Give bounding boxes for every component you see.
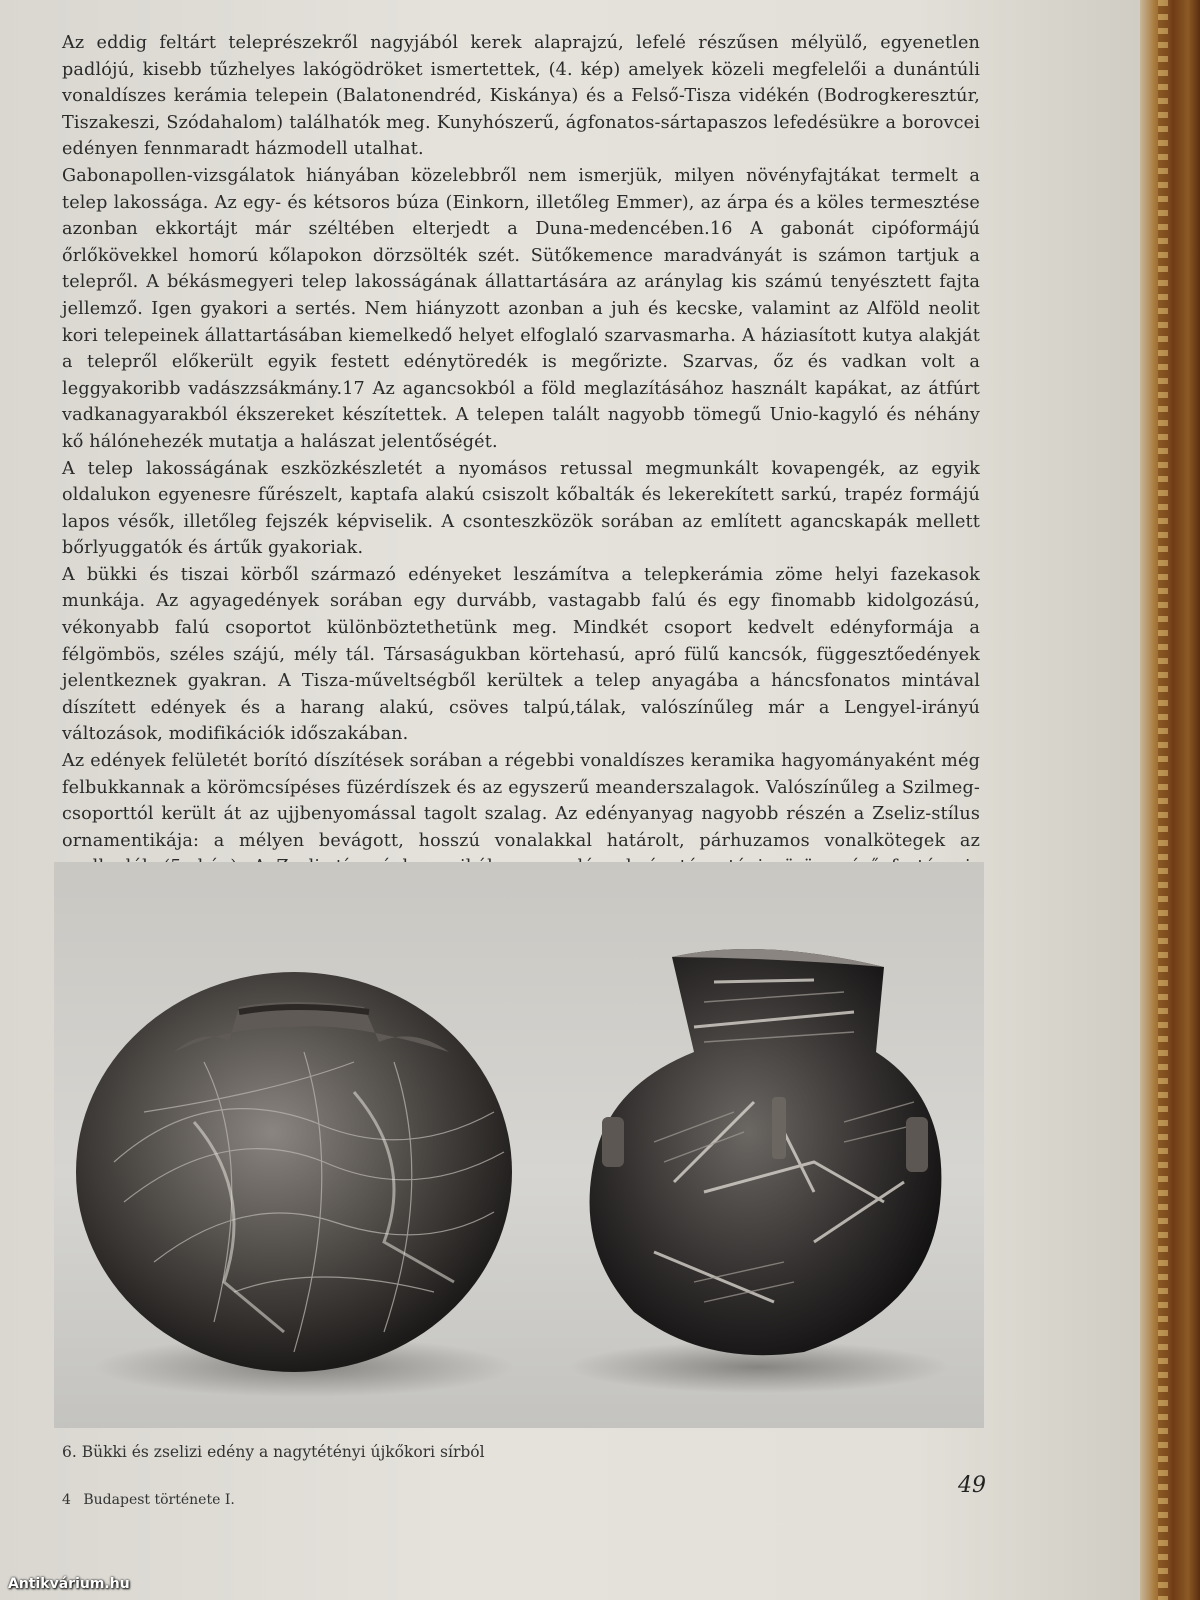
body-text: [62, 30, 980, 908]
figure-photo: [54, 862, 984, 1428]
paragraph-1: Az eddig feltárt teleprészekről nagyjából kerek alaprajzú, lefelé részűsen mélyülő, egyenetlen padlójú, kisebb tűzhelyes lakógödröket ismertettek, (4. kép) amelyek közeli megfelelői a dunántúli vonaldíszes kerámia telepein (Balatonendréd, Kiskánya) és a Felső-Tisza vidékén (Bodrogkeresztúr, Tiszakeszi, Szódahalom) találhatók meg. Kunyhószerű, ágfonatos-sártapaszos lefedésükre a borovcei edényen fennmaradt házmodell utalhat.: [62, 33, 980, 160]
page-number: 49: [958, 1473, 986, 1498]
watermark: Antikvárium.hu: [8, 1576, 130, 1592]
printer-signature: [62, 1492, 235, 1508]
book-spine: [1140, 0, 1200, 1600]
bukk-vessel: [76, 972, 514, 1397]
paragraph-2: Gabonapollen-vizsgálatok hiányában közelebbről nem ismerjük, milyen növényfajtákat termelt a telep lakossága. Az egy- és kétsoros búza (Einkorn, illetőleg Emmer), az árpa és a köles termesztése azonban ekkortájt már széltében elterjedt a Duna-medencében.16 A gabonát cipóformájú őrlőkövekkel homorú kőlapokon dörzsölték szét. Sütőkemence maradványát is számon tartjuk a telepről. A békásmegyeri telep lakosságának állattartására az aránylag kis számú tenyésztett fajta jellemző. Igen gyakori a sertés. Nem hiányzott azonban a juh és kecske, valamint az Alföld neolit kori telepeinek állattartásában kiemelkedő helyet elfoglaló szarvasmarha. A háziasított kutya alakját a telepről előkerült egyik festett edénytöredék is megőrizte. Szarvas, őz és vadkan volt a leggyakoribb vadászzsákmány.17 Az agancsokból a föld meglazításához használt kapákat, az átfúrt vadkanagyarakból ékszereket készítettek. A telepen talált nagyobb tömegű Unio-kagyló és néhány kő hálónehezék mutatja a halászat jelentőségét.: [62, 165, 980, 452]
signature-text: Budapest története I.: [83, 1492, 235, 1508]
paragraph-3: A telep lakosságának eszközkészletét a nyomásos retussal megmunkált kovapengék, az egyik oldalukon egyenesre fűrészelt, kaptafa alakú csiszolt kőbalták és lekerekített sarkú, trapéz formájú lapos vésők, illetőleg fejszék képviselik. A csonteszközök sorában az említett agancskapák mellett bőrlyuggatók és ártűk gyakoriak.: [62, 458, 980, 559]
figure-caption: 6. Bükki és zselizi edény a nagytétényi újkőkori sírból: [62, 1443, 485, 1461]
signature-number: 4: [62, 1492, 71, 1508]
vessels-illustration: [54, 862, 984, 1428]
paragraph-4: A bükki és tiszai körből származó edényeket leszámítva a telepkerámia zöme helyi fazekasok munkája. Az agyagedények sorában egy durvább, vastagabb falú és egy finomabb kidolgozású, vékonyabb falú csoportot különböztethetünk meg. Mindkét csoport kedvelt edényformája a félgömbös, széles szájú, mély tál. Társaságukban körtehasú, apró fülű kancsók, függesztőedények jelentkeznek gyakran. A Tisza-műveltségből kerültek a telep anyagába a háncsfonatos mintával díszített edények és a harang alakú, csöves talpú,tálak, valószínűleg már a Lengyel-irányú változások, modifikációk időszakában.: [62, 564, 980, 745]
paragraph-5: Az edények felületét borító díszítések sorában a régebbi vonaldíszes keramika hagyományaként még felbukkannak a körömcsípéses füzérdíszek és az egyszerű meanderszalagok. Valószínűleg a Szilmeg-csoporttól került át az ujjbenyomással tagolt szalag. Az edényanyag nagyobb részén a Zseliz-stílus ornamentikája: a mélyen bevágott, hosszú vonalakkal határolt, párhuzamos vonalkötegek az: [62, 751, 980, 851]
zseliz-vessel: [569, 949, 949, 1393]
